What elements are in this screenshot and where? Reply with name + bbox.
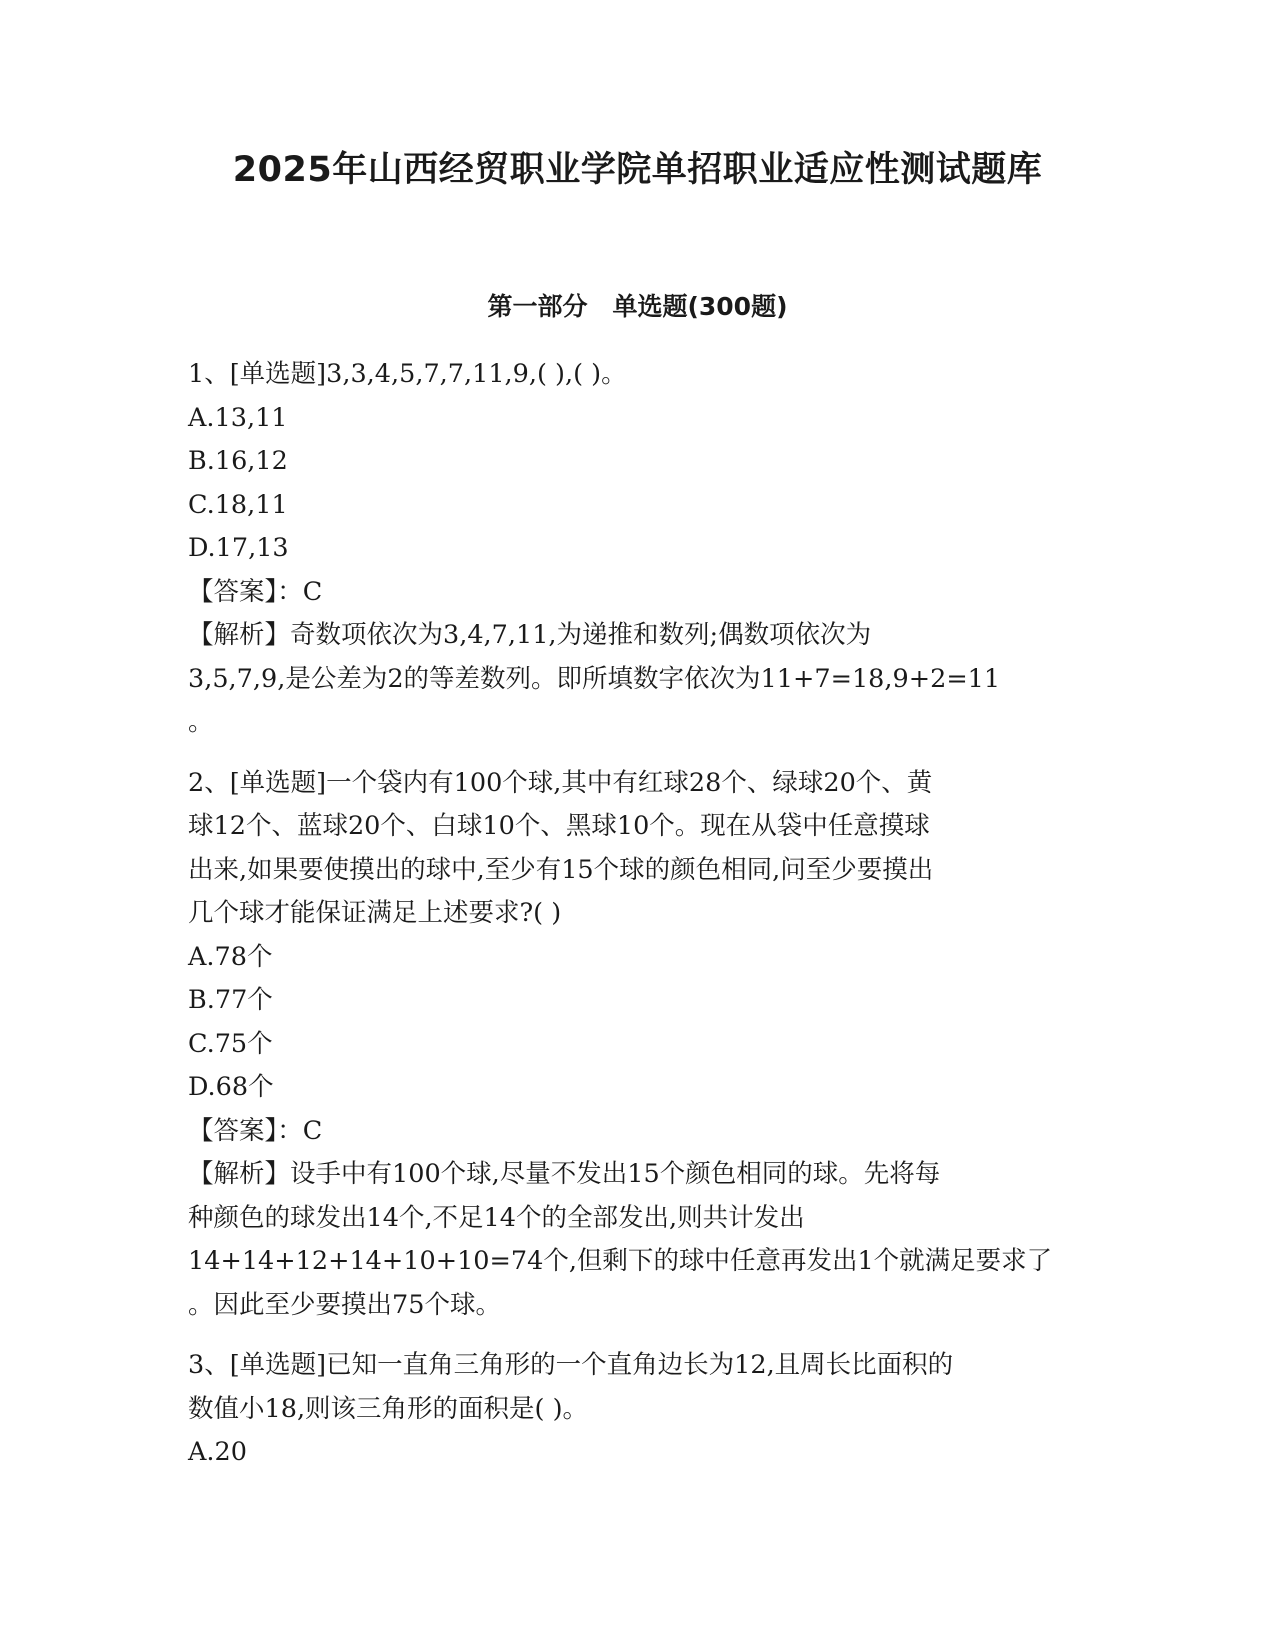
answer-option: A.78个 (188, 941, 273, 972)
answer-option: D.68个 (188, 1072, 274, 1102)
question-list (188, 353, 1088, 1475)
question-stem: 3、[单选题]已知一直角三角形的一个直角边长为12,且周长比面积的 (188, 1350, 954, 1380)
question-stem: 2、[单选题]一个袋内有100个球,其中有红球28个、绿球20个、黄 (188, 767, 933, 798)
question-block (188, 353, 1088, 745)
text-line: 。因此至少要摸出75个球。 (188, 1289, 501, 1320)
explanation: 【解析】设手中有100个球,尽量不发出15个颜色相同的球。先将每 (188, 1159, 941, 1189)
text-line: 几个球才能保证满足上述要求?( ) (188, 898, 562, 928)
answer-option: C.75个 (188, 1028, 273, 1059)
question-block (188, 1344, 1088, 1475)
answer-option: A.20 (188, 1437, 247, 1467)
text-line: 种颜色的球发出14个,不足14个的全部发出,则共计发出 (188, 1202, 805, 1233)
question-stem: 1、[单选题]3,3,4,5,7,7,11,9,( ),( )。 (188, 359, 627, 389)
document-title: 2025年山西经贸职业学院单招职业适应性测试题库 (232, 150, 1043, 190)
text-line: 数值小18,则该三角形的面积是( )。 (188, 1393, 589, 1424)
text-line: 3,5,7,9,是公差为2的等差数列。即所填数字依次为11+7=18,9+2=11 (188, 663, 1001, 694)
answer-key: 【答案】：C (188, 1115, 323, 1146)
answer-option: B.77个 (188, 985, 273, 1015)
text-line: 球12个、蓝球20个、白球10个、黑球10个。现在从袋中任意摸球 (188, 811, 930, 841)
answer-option: D.17,13 (188, 533, 289, 563)
question-block (188, 762, 1088, 1328)
text-line: 14+14+12+14+10+10=74个,但剩下的球中任意再发出1个就满足要求了 (188, 1246, 1053, 1276)
text-line: 。 (188, 707, 214, 737)
answer-option: C.18,11 (188, 489, 288, 520)
explanation: 【解析】奇数项依次为3,4,7,11,为递推和数列;偶数项依次为 (188, 620, 872, 650)
answer-option: A.13,11 (188, 402, 288, 433)
section-title: 第一部分 单选题(300题) (487, 292, 788, 321)
answer-key: 【答案】：C (188, 576, 323, 607)
answer-option: B.16,12 (188, 446, 288, 476)
text-line: 出来,如果要使摸出的球中,至少有15个球的颜色相同,问至少要摸出 (188, 854, 934, 885)
